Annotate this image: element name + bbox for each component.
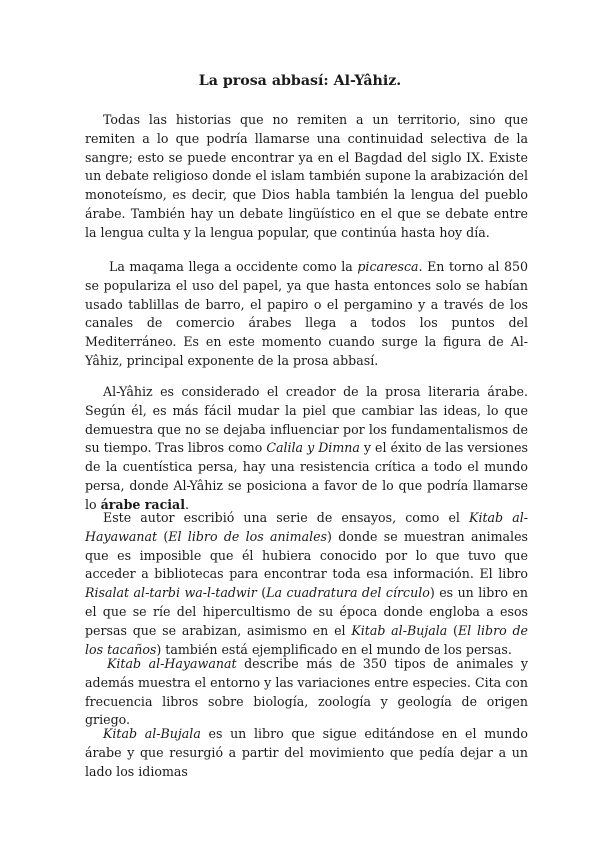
italic-title-risalat: Risalat al-tarbi wa-l-tadwir [85, 585, 257, 601]
italic-title-kitab-al-bujala-2: Kitab al-Bujala [103, 726, 201, 741]
page-title: La prosa abbasí: Al-Yâhiz. [198, 73, 402, 89]
paragraph-3-text-c: y el éxito de las versiones de la cuentística persa, hay una resistencia crítica a todo el mundo persa, donde Al-Yâhiz se posiciona a favor de lo que podría llamarse lo [85, 440, 529, 512]
paragraph-6 [85, 725, 528, 781]
paragraph-5 [85, 655, 528, 730]
paragraph-4-text-a: Este autor escribió una serie de ensayos, como el [103, 510, 470, 525]
italic-title-el-libro-de-los-animales: El libro de los animales [168, 528, 328, 544]
paragraph-3-text-e: . [184, 496, 189, 512]
italic-title-kitab-al-hayawanat-2: Kitab al-Hayawanat [107, 656, 237, 671]
bold-term-arabe-racial: árabe racial [100, 496, 185, 512]
paragraph-6-text-b: es un libro que sigue editándose en el mundo árabe y que resurgió a partir del movimiento que pedía dejar a un lado los idiomas [85, 726, 528, 779]
paragraph-5-text-b: describe más de 350 tipos de animales y además muestra el entorno y las variaciones entre especies. Cita con frecuencia libros sobre biología, zoología y geología de origen griego. [85, 656, 528, 728]
paragraph-4-text-e: ) donde se muestran animales que es imposible que él hubiera conocido por lo que tuvo que acceder a bibliotecas para encontrar toda esa información. El libro [85, 528, 528, 582]
paragraph-4-text-i: ) es un libro en el que se ríe del hipercultismo de su época donde engloba a esos persas que se arabizan, asimismo en el [85, 585, 529, 638]
italic-title-kitab-al-hayawanat: Kitab al-Hayawanat [85, 510, 528, 544]
paragraph-4-text-g: ( [256, 585, 267, 601]
paragraph-2-text-c: . En torno al 850 se populariza el uso del papel, ya que hasta entonces solo se habían usado tablillas de barro, el papiro o el pergamino y a través de los canales de comercio árabes llega a todos los puntos del Mediterráneo. Es en este momento cuando surge la figura de Al-Yâhiz, principal exponente de la prosa abbasí. [85, 259, 528, 368]
paragraph-4 [85, 509, 528, 659]
paragraph-2 [85, 258, 528, 371]
paragraph-4-text-m: ) también está ejemplificado en el mundo de los persas. [156, 641, 512, 657]
italic-title-el-libro-de-los-tacanos: El libro de los tacaños [85, 622, 528, 657]
paragraph-4-text-k: ( [447, 622, 458, 638]
paragraph-2-text-a: La maqama llega a occidente como la [109, 259, 358, 274]
paragraph-4-text-c: ( [157, 528, 169, 544]
italic-title-calila-y-dimna: Calila y Dimna [266, 440, 360, 456]
italic-title-kitab-al-bujala: Kitab al-Bujala [351, 622, 448, 638]
italic-title-la-cuadratura: La cuadratura del círculo [266, 585, 430, 601]
paragraph-3 [85, 383, 528, 515]
italic-term-picaresca: picaresca [357, 259, 419, 274]
paragraph-1-text: Todas las historias que no remiten a un territorio, sino que remiten a lo que podría llamarse una continuidad selectiva de la sangre; esto se puede encontrar ya en el Bagdad del siglo IX. Existe un debate religioso donde el islam también supone la arabización del monoteísmo, es decir, que Dios habla también la lengua del pueblo árabe. También hay un debate lingüístico en el que se debate entre la lengua culta y la lengua popular, que continúa hasta hoy día. [85, 112, 528, 240]
paragraph-3-text-a: Al-Yâhiz es considerado el creador de la prosa literaria árabe. Según él, es más fácil mudar la piel que cambiar las ideas, lo que demuestra que no se dejaba influenciar por los fundamentalismos de su tiempo. Tras libros como [85, 384, 528, 456]
paragraph-1 [85, 111, 528, 243]
